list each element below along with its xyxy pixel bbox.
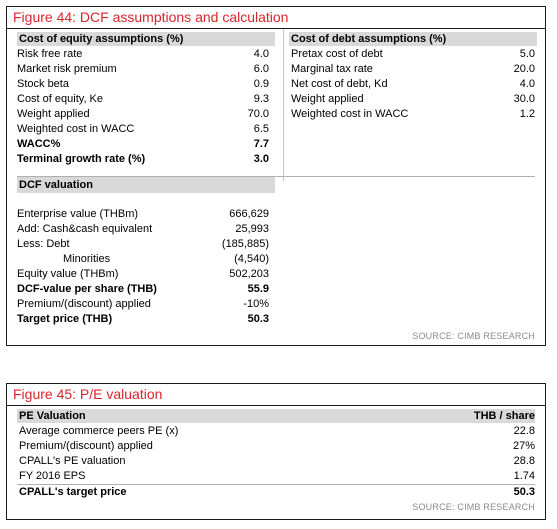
row-label: Weight applied (17, 108, 90, 120)
row-label: CPALL's target price (19, 486, 127, 498)
row-label: WACC% (17, 138, 61, 150)
figure-45-source: SOURCE: CIMB RESEARCH (412, 502, 535, 512)
row-label: Terminal growth rate (%) (17, 153, 146, 165)
table-row (7, 282, 545, 296)
row-label: Marginal tax rate (291, 63, 373, 75)
row-value: 7.7 (253, 138, 269, 150)
table-row (7, 469, 545, 483)
figure-45 (6, 383, 546, 520)
row-value: 3.0 (253, 153, 269, 165)
row-value: 1.74 (513, 470, 535, 482)
cost-of-debt-header: Cost of debt assumptions (%) (289, 32, 537, 46)
row-value: 27% (512, 440, 535, 452)
row-value: 30.0 (513, 93, 535, 105)
cost-of-equity-table (7, 47, 545, 166)
row-label: FY 2016 EPS (19, 470, 86, 482)
row-value: 5.0 (519, 48, 535, 60)
table-row (7, 207, 545, 221)
row-value: 50.3 (247, 313, 269, 325)
table-row (7, 252, 545, 266)
row-value: 50.3 (513, 486, 535, 498)
row-label: Average commerce peers PE (x) (19, 425, 179, 437)
row-value: 4.0 (253, 48, 269, 60)
table-row (7, 267, 545, 281)
row-value: 666,629 (229, 208, 269, 220)
cost-of-equity-header: Cost of equity assumptions (%) (17, 32, 275, 46)
pe-valuation-table (7, 424, 545, 499)
figure-44-source: SOURCE: CIMB RESEARCH (412, 331, 535, 341)
row-value: 4.0 (519, 78, 535, 90)
table-row (7, 47, 545, 61)
table-row (7, 62, 545, 76)
figure-44 (6, 6, 546, 346)
figure-45-title: Figure 45: P/E valuation (7, 384, 545, 406)
row-label: Equity value (THBm) (17, 268, 119, 280)
row-value: 70.0 (247, 108, 269, 120)
table-row (7, 77, 545, 91)
pe-valuation-header-label: PE Valuation (19, 410, 86, 422)
row-value: 502,203 (229, 268, 269, 280)
table-row (7, 107, 545, 121)
row-value: -10% (243, 298, 269, 310)
table-row (7, 439, 545, 453)
table-row (7, 424, 545, 438)
table-row (7, 152, 545, 166)
figure-44-title: Figure 44: DCF assumptions and calculation (7, 7, 545, 29)
row-label: Add: Cash&cash equivalent (17, 223, 153, 235)
row-label: Weighted cost in WACC (291, 108, 409, 120)
dcf-valuation-table (7, 207, 545, 326)
row-value: 28.8 (513, 455, 535, 467)
row-value: 22.8 (513, 425, 535, 437)
table-row (7, 222, 545, 236)
row-value: 9.3 (253, 93, 269, 105)
row-label: Cost of equity, Ke (17, 93, 104, 105)
table-row (7, 122, 545, 136)
row-label: Stock beta (17, 78, 69, 90)
row-label: Premium/(discount) applied (17, 298, 151, 310)
dcf-valuation-header: DCF valuation (17, 177, 275, 193)
row-label: Less: Debt (17, 238, 70, 250)
row-label: Enterprise value (THBm) (17, 208, 139, 220)
row-value: 20.0 (513, 63, 535, 75)
row-label: DCF-value per share (THB) (17, 283, 157, 295)
row-label: Premium/(discount) applied (19, 440, 153, 452)
row-label: Net cost of debt, Kd (291, 78, 388, 90)
row-value: 55.9 (247, 283, 269, 295)
row-value: (4,540) (234, 253, 269, 265)
row-value: 0.9 (253, 78, 269, 90)
row-value: 25,993 (235, 223, 269, 235)
table-row (7, 92, 545, 106)
row-label: Target price (THB) (17, 313, 113, 325)
row-label: Risk free rate (17, 48, 83, 60)
row-label: Weighted cost in WACC (17, 123, 135, 135)
pe-valuation-header (17, 409, 535, 423)
row-value: 6.0 (253, 63, 269, 75)
row-label: Pretax cost of debt (291, 48, 383, 60)
row-label: CPALL's PE valuation (19, 455, 126, 467)
table-row (7, 237, 545, 251)
table-row (7, 297, 545, 311)
row-label: Market risk premium (17, 63, 117, 75)
table-row (17, 484, 535, 499)
table-row (7, 137, 545, 151)
row-value: 1.2 (519, 108, 535, 120)
pe-valuation-header-value: THB / share (473, 410, 535, 422)
row-label: Weight applied (291, 93, 364, 105)
row-value: 6.5 (253, 123, 269, 135)
table-row (7, 454, 545, 468)
table-row (7, 312, 545, 326)
row-value: (185,885) (221, 238, 269, 250)
row-label: Minorities (63, 253, 111, 265)
